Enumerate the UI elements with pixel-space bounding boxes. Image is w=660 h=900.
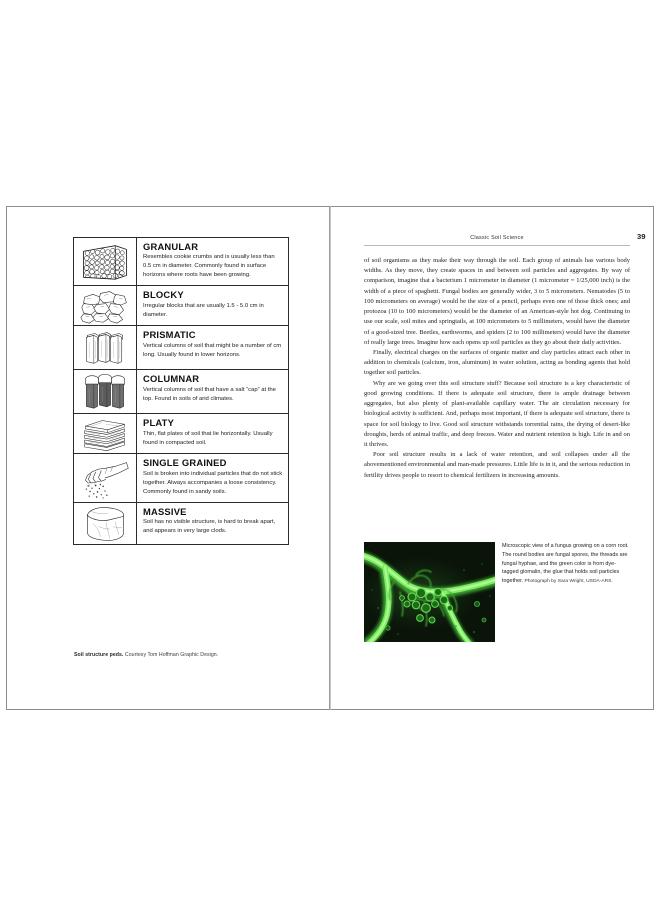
running-head: Classic Soil Science	[470, 235, 524, 241]
platy-ped-illustration	[74, 414, 137, 453]
left-page	[6, 206, 330, 710]
paragraph: Finally, electrical charges on the surfaces of organic matter and clay particles attract each other in addition to chemicals (calcium, iron, aluminum) in water solution, acting as bonding agents that hold together soil particles.	[364, 348, 630, 377]
ped-description: Irregular blocks that are usually 1.5 - 5.0 cm in diameter.	[143, 302, 264, 318]
ped-description: Thin, flat plates of soil that lie horizontally. Usually found in compacted soil.	[143, 430, 273, 446]
table-row	[74, 326, 288, 370]
figure-caption-credit: Courtesy Tom Hoffman Graphic Design.	[123, 652, 219, 658]
ped-description: Vertical columns of soil that have a salt “cap” at the top. Found in soils of arid climates.	[143, 386, 276, 402]
body-text	[364, 256, 630, 481]
fluorescent-fungus-micrograph	[364, 542, 495, 642]
table-cell-text	[137, 286, 288, 325]
page-header	[364, 235, 630, 248]
table-row	[74, 286, 288, 326]
table-cell-text	[137, 326, 288, 369]
ped-description: Soil has no visible structure, is hard to break apart, and appears in very large clods.	[143, 518, 276, 534]
paragraph: of soil organisms as they make their way through the soil. Each group of animals has various body widths. As they move, they create spaces in and between soil particles and aggregates. By way of comparison, imagine that a bacterium 1 micrometer in diameter (1 micrometer = 1/25,000 inch) is the width of a piece of spaghetti. Fungal bodies are generally wider, 3 to 5 micrometers. Nematodes (5 to 100 micrometers on average) would be the size of a pencil, perhaps even one of those thick ones; and protozoa (10 to 100 micrometers) would be the diameter of an American-style hot dog. Continuing to use our scale, soil mites and springtails, at 100 micrometers to 5 millimeters, would have the diameter of a good-sized tree. Beetles, earthworms, and spiders (2 to 100 millimeters) would have the diameter of really large trees. Imagine how each opens up soil particles as they go about their daily activities.	[364, 257, 630, 346]
soil-structure-peds-table	[73, 237, 289, 545]
table-cell-text	[137, 503, 288, 544]
ped-description: Vertical columns of soil that might be a number of cm long. Usually found in lower horizons.	[143, 342, 282, 358]
photo-caption	[495, 542, 630, 586]
right-page	[330, 206, 654, 710]
ped-title: SINGLE GRAINED	[143, 457, 227, 469]
table-cell-text	[137, 370, 288, 413]
ped-description: Soil is broken into individual particles that do not stick together. Always accompanies a loose consistency. Commonly found in sandy soils.	[143, 470, 283, 495]
single-grained-ped-illustration	[74, 454, 137, 501]
granular-ped-illustration	[74, 238, 137, 285]
ped-title: COLUMNAR	[143, 373, 200, 385]
table-row	[74, 503, 288, 544]
table-row	[74, 370, 288, 414]
table-row	[74, 454, 288, 502]
ped-description: Resembles cookie crumbs and is usually less than 0.5 cm in diameter. Commonly found in surface horizons where roots have been growing.	[143, 254, 275, 279]
ped-title: BLOCKY	[143, 289, 184, 301]
table-row	[74, 238, 288, 286]
massive-ped-illustration	[74, 503, 137, 544]
prismatic-ped-illustration	[74, 326, 137, 369]
ped-title: PRISMATIC	[143, 329, 196, 341]
ped-title: GRANULAR	[143, 241, 199, 252]
figure-caption	[74, 652, 314, 658]
table-cell-text	[137, 454, 288, 501]
blocky-ped-illustration	[74, 286, 137, 325]
table-cell-text	[137, 238, 288, 285]
table-cell-text	[137, 414, 288, 453]
photo-figure	[364, 542, 630, 642]
columnar-ped-illustration	[74, 370, 137, 413]
ped-title: MASSIVE	[143, 505, 187, 517]
photo-caption-credit: Photograph by Sara Wright, USDA-ARS.	[523, 579, 613, 585]
figure-caption-title: Soil structure peds.	[74, 652, 124, 658]
paragraph: Poor soil structure results in a lack of water retention, and soil collapses under all the abovementioned environmental and man-made pressures. Little life is in it, and the serious reduction in fertility drives people to resort to chemical fertilizers in increasing amounts.	[364, 451, 631, 479]
paragraph: Why are we going over this soil structure stuff? Because soil structure is a key characteristic of good growing conditions. If there is adequate soil structure, there is ample drainage between aggregates, but also plenty of plant-available capillary water. The air circulation necessary for biological activity is sufficient. And, perhaps most important, if there is adequate soil structure, there is space for soil biology to live. Good soil structure withstands torrential rains, the drying of desert-like droughts, herds of animal traffic, and deep freezes. Water and nutrient retention is high. Life in and on it thrives.	[364, 379, 630, 448]
book-spread	[6, 206, 654, 710]
photo-caption-text: Microscopic view of a fungus growing on a corn root. The round bodies are fungal spores, the threads are fungal hyphae, and the green color is from dye-tagged glomalin, the glue that holds soil particles together.	[502, 543, 629, 585]
table-row	[74, 414, 288, 454]
page-number: 39	[637, 232, 646, 241]
ped-title: PLATY	[143, 417, 175, 429]
header-rule	[364, 245, 630, 246]
